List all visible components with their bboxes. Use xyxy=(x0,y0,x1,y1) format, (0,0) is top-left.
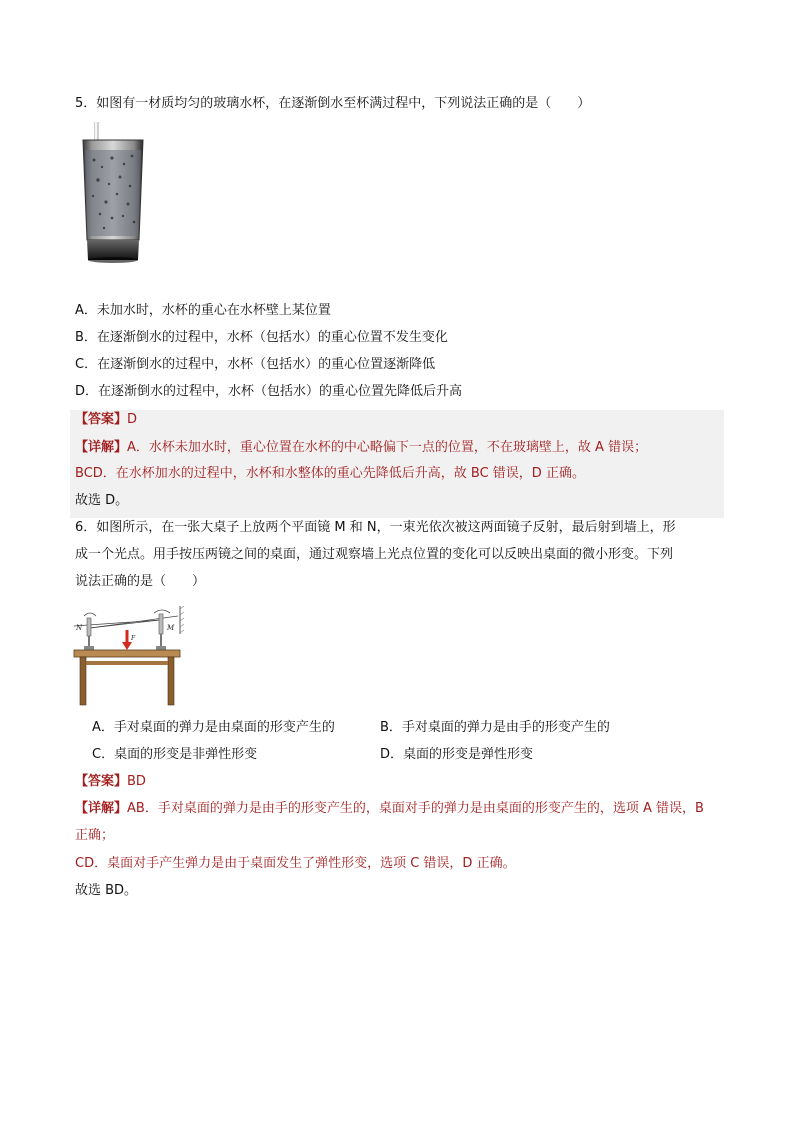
q5-option-b: B．在逐渐倒水的过程中，水杯（包括水）的重心位置不发生变化 xyxy=(75,330,448,345)
q5-detail-line-3: 故选 D。 xyxy=(75,493,129,508)
q6-stem-line-2: 成一个光点。用手按压两镜之间的桌面，通过观察墙上光点位置的变化可以反映出桌面的微小形变。下列 xyxy=(75,547,674,562)
q6-detail-line-2: 正确； xyxy=(75,828,115,843)
mirror-table-figure xyxy=(70,604,200,708)
q5-detail-label: 【详解】 xyxy=(75,440,128,455)
q5-detail-line-1 xyxy=(75,439,647,457)
q6-option-d: D．桌面的形变是弹性形变 xyxy=(380,747,534,762)
q6-detail-line-1 xyxy=(75,800,704,818)
glass-of-water-figure xyxy=(82,122,144,270)
q5-answer-value: D xyxy=(127,412,138,427)
q6-detail-label: 【详解】 xyxy=(75,801,128,816)
q6-answer-value: BD xyxy=(127,774,146,789)
figure-label-n: N xyxy=(76,624,83,632)
figure-label-m: M xyxy=(167,624,175,632)
q6-detail-text-1: AB．手对桌面的弹力是由手的形变产生的，桌面对手的弹力是由桌面的形变产生的，选项 A 错误，B xyxy=(127,801,704,816)
q6-stem-line-3: 说法正确的是（ ） xyxy=(75,574,206,589)
q6-option-a: A．手对桌面的弹力是由桌面的形变产生的 xyxy=(92,720,335,735)
q5-answer xyxy=(75,411,137,429)
q6-detail-line-3: CD．桌面对手产生弹力是由于桌面发生了弹性形变，选项 C 错误，D 正确。 xyxy=(75,856,516,871)
q5-detail-text-1: A．水杯未加水时，重心位置在水杯的中心略偏下一点的位置，不在玻璃壁上，故 A 错误； xyxy=(127,440,648,455)
q6-detail-line-4: 故选 BD。 xyxy=(75,883,138,898)
q5-option-c: C．在逐渐倒水的过程中，水杯（包括水）的重心位置逐渐降低 xyxy=(75,357,436,372)
q5-option-d: D．在逐渐倒水的过程中，水杯（包括水）的重心位置先降低后升高 xyxy=(75,384,463,399)
q5-stem: 5．如图有一材质均匀的玻璃水杯，在逐渐倒水至杯满过程中，下列说法正确的是（ ） xyxy=(75,96,591,111)
q5-answer-block xyxy=(70,410,724,518)
q6-option-c: C．桌面的形变是非弹性形变 xyxy=(92,747,258,762)
q6-answer xyxy=(75,773,146,791)
q6-option-b: B．手对桌面的弹力是由手的形变产生的 xyxy=(380,720,610,735)
q5-answer-label: 【答案】 xyxy=(75,412,128,427)
q6-stem-line-1: 6．如图所示，在一张大桌子上放两个平面镜 M 和 N，一束光依次被这两面镜子反射，最后射到墙上，形 xyxy=(75,520,676,535)
q6-answer-label: 【答案】 xyxy=(75,774,128,789)
q5-detail-line-2: BCD．在水杯加水的过程中，水杯和水整体的重心先降低后升高，故 BC 错误，D 正确。 xyxy=(75,466,585,481)
q5-option-a: A．未加水时，水杯的重心在水杯壁上某位置 xyxy=(75,303,331,318)
figure-label-f: F xyxy=(131,635,136,642)
